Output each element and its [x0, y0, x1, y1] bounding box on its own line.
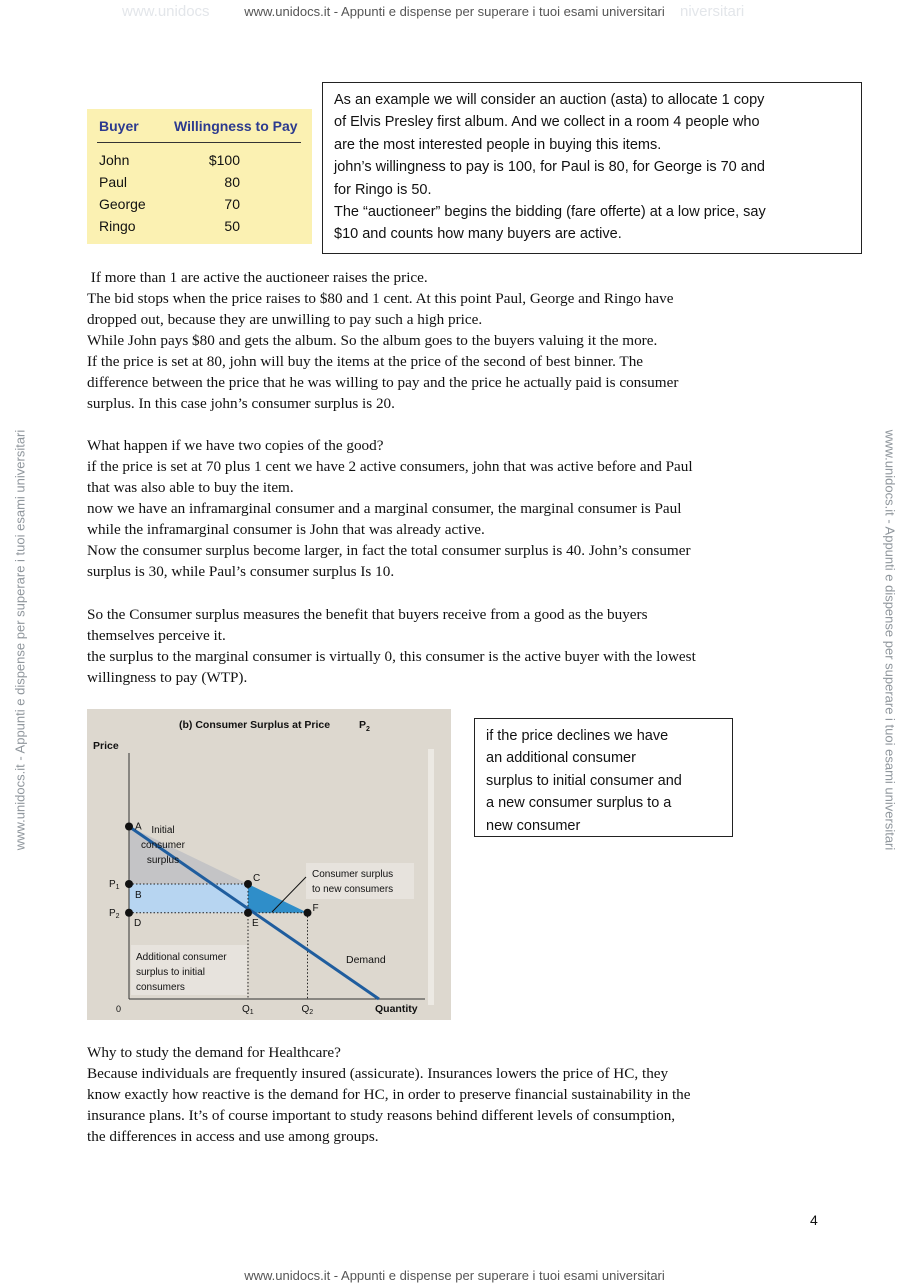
- text-line: the surplus to the marginal consumer is virtually 0, this consumer is the active buyer with the lowest: [87, 648, 696, 665]
- text-line: now we have an inframarginal consumer and a marginal consumer, the marginal consumer is Paul: [87, 500, 682, 517]
- text-line: Because individuals are frequently insured (assicurate). Insurances lowers the price of HC, they: [87, 1065, 669, 1082]
- tick-label-p2: $P_2$: [109, 907, 120, 920]
- additional-annotation: surplus to initial: [136, 967, 205, 978]
- textbox-line: john’s willingness to pay is 100, for Paul is 80, for George is 70 and: [334, 159, 765, 176]
- text-line: If the price is set at 80, john will buy the items at the price of the second of best binner. The: [87, 353, 644, 370]
- textbox-line: for Ringo is 50.: [334, 181, 432, 198]
- text-line: while the inframarginal consumer is John that was already active.: [87, 521, 485, 538]
- side-watermark-left: www.unidocs.it - Appunti e dispense per superare i tuoi esami universitari: [12, 429, 28, 851]
- textbox-line: if the price declines we have: [486, 728, 669, 744]
- table-row: [87, 174, 312, 196]
- textbox-line: a new consumer surplus to a: [486, 795, 672, 812]
- paragraph-consumer-surplus: [87, 604, 827, 688]
- textbox-line: As an example we will consider an auction (asta) to allocate 1 copy: [334, 92, 765, 108]
- text-line: dropped out, because they are unwilling to pay such a high price.: [87, 311, 483, 328]
- point-c: [244, 880, 252, 888]
- buyer-name: Paul: [99, 174, 128, 190]
- header-watermark[interactable]: www.unidocs.it - Appunti e dispense per superare i tuoi esami universitari: [244, 4, 665, 19]
- point-label-c: C: [253, 873, 261, 884]
- text-line: While John pays $80 and gets the album. So the album goes to the buyers valuing it the more.: [87, 332, 658, 349]
- textbox-line: The “auctioneer” begins the bidding (fare offerte) at a low price, say: [334, 204, 766, 221]
- wtp-header-willingness: Willingness to Pay: [174, 118, 298, 134]
- text-line: the differences in access and use among groups.: [87, 1128, 379, 1145]
- initial-surplus-label: consumer: [141, 840, 185, 851]
- footer-watermark[interactable]: www.unidocs.it - Appunti e dispense per superare i tuoi esami universitari: [244, 1268, 665, 1283]
- text-line: willingness to pay (WTP).: [87, 669, 248, 686]
- textbox-line: $10 and counts how many buyers are active.: [334, 226, 622, 243]
- text-line: surplus is 30, while Paul’s consumer surplus Is 10.: [87, 563, 395, 580]
- text-line: The bid stops when the price raises to $80 and 1 cent. At this point Paul, George and Ringo have: [87, 290, 674, 307]
- point-label-f: F: [312, 902, 319, 914]
- textbox-line: of Elvis Presley first album. And we collect in a room 4 people who: [334, 114, 760, 131]
- y-axis-label: Price: [93, 740, 119, 752]
- buyer-name: Ringo: [99, 218, 136, 234]
- buyer-name: John: [99, 152, 130, 168]
- region-additional: [129, 884, 248, 913]
- buyer-wtp: 80: [224, 174, 240, 190]
- watermark-faint-top-right: niversitari: [680, 3, 745, 20]
- text-line: know exactly how reactive is the demand for HC, in order to preserve financial sustainability in the: [87, 1086, 691, 1103]
- point-f: [304, 909, 312, 917]
- text-line: difference between the price that he was willing to pay and the price he actually paid is consumer: [87, 374, 679, 391]
- text-line: Why to study the demand for Healthcare?: [87, 1044, 341, 1061]
- new-consumers-annotation: Consumer surplus: [312, 869, 394, 880]
- text-line: So the Consumer surplus measures the benefit that buyers receive from a good as the buyers: [87, 606, 648, 623]
- paragraph-two-copies: [87, 435, 827, 582]
- point-label-d: D: [134, 917, 142, 929]
- additional-annotation: Additional consumer: [136, 952, 227, 963]
- table-row: [87, 152, 312, 174]
- textbox-line: are the most interested people in buying this items.: [334, 136, 662, 153]
- price-decline-textbox: [474, 718, 733, 837]
- buyer-wtp: 50: [224, 218, 240, 234]
- text-line: that was also able to buy the item.: [87, 479, 294, 496]
- point-e: [244, 909, 252, 917]
- point-a: [125, 823, 133, 831]
- buyer-wtp: 70: [224, 196, 240, 212]
- text-line: themselves perceive it.: [87, 627, 226, 644]
- demand-label: Demand: [346, 954, 386, 966]
- chart-right-strip: [428, 749, 434, 1005]
- tick-label-q2: $Q_2$: [301, 1004, 314, 1016]
- point-b: [125, 880, 133, 888]
- point-label-a: A: [135, 821, 142, 833]
- side-watermark-right: www.unidocs.it - Appunti e dispense per superare i tuoi esami universitari: [882, 429, 898, 851]
- point-label-e: E: [252, 917, 259, 929]
- origin-label: 0: [116, 1004, 122, 1014]
- text-line: surplus. In this case john’s consumer surplus is 20.: [87, 395, 395, 412]
- page-number: 4: [810, 1212, 818, 1228]
- auction-textbox: [322, 82, 862, 254]
- watermark-faint-top: www.unidocs: [122, 3, 210, 20]
- textbox-line: surplus to initial consumer and: [486, 772, 682, 789]
- point-label-b: B: [135, 890, 142, 901]
- x-axis-label: Quantity: [375, 1003, 418, 1015]
- buyer-wtp: $100: [208, 152, 240, 168]
- paragraph-healthcare-demand: [87, 1042, 827, 1147]
- initial-surplus-label: Initial: [151, 825, 175, 836]
- textbox-line: an additional consumer: [486, 750, 636, 767]
- wtp-header-rule: [97, 142, 301, 143]
- tick-label-p1: $P_1$: [109, 879, 120, 891]
- buyer-name: George: [99, 196, 146, 212]
- paragraph-auction-result: [87, 267, 827, 414]
- initial-surplus-label: surplus: [146, 855, 180, 866]
- tick-label-q1: $Q_1$: [242, 1004, 254, 1016]
- chart-title-price: $P_2$: [359, 719, 370, 733]
- wtp-header-buyer: Buyer: [99, 118, 139, 134]
- text-line: insurance plans. It’s of course important to study reasons behind different levels of consumption,: [87, 1107, 676, 1124]
- wtp-table: [87, 109, 312, 244]
- text-line: if the price is set at 70 plus 1 cent we have 2 active consumers, john that was active before and Paul: [87, 458, 693, 475]
- chart-title: (b) Consumer Surplus at Price: [179, 719, 331, 731]
- textbox-line: new consumer: [486, 817, 581, 834]
- point-d: [125, 909, 133, 917]
- text-line: Now the consumer surplus become larger, in fact the total consumer surplus is 40. John’s consumer: [87, 542, 691, 559]
- text-line: If more than 1 are active the auctioneer raises the price.: [87, 269, 428, 286]
- additional-annotation: consumers: [136, 982, 185, 993]
- consumer-surplus-chart: [87, 709, 451, 1020]
- text-line: What happen if we have two copies of the good?: [87, 437, 384, 454]
- table-row: [87, 218, 312, 240]
- new-consumers-annotation: to new consumers: [312, 884, 394, 895]
- table-row: [87, 196, 312, 218]
